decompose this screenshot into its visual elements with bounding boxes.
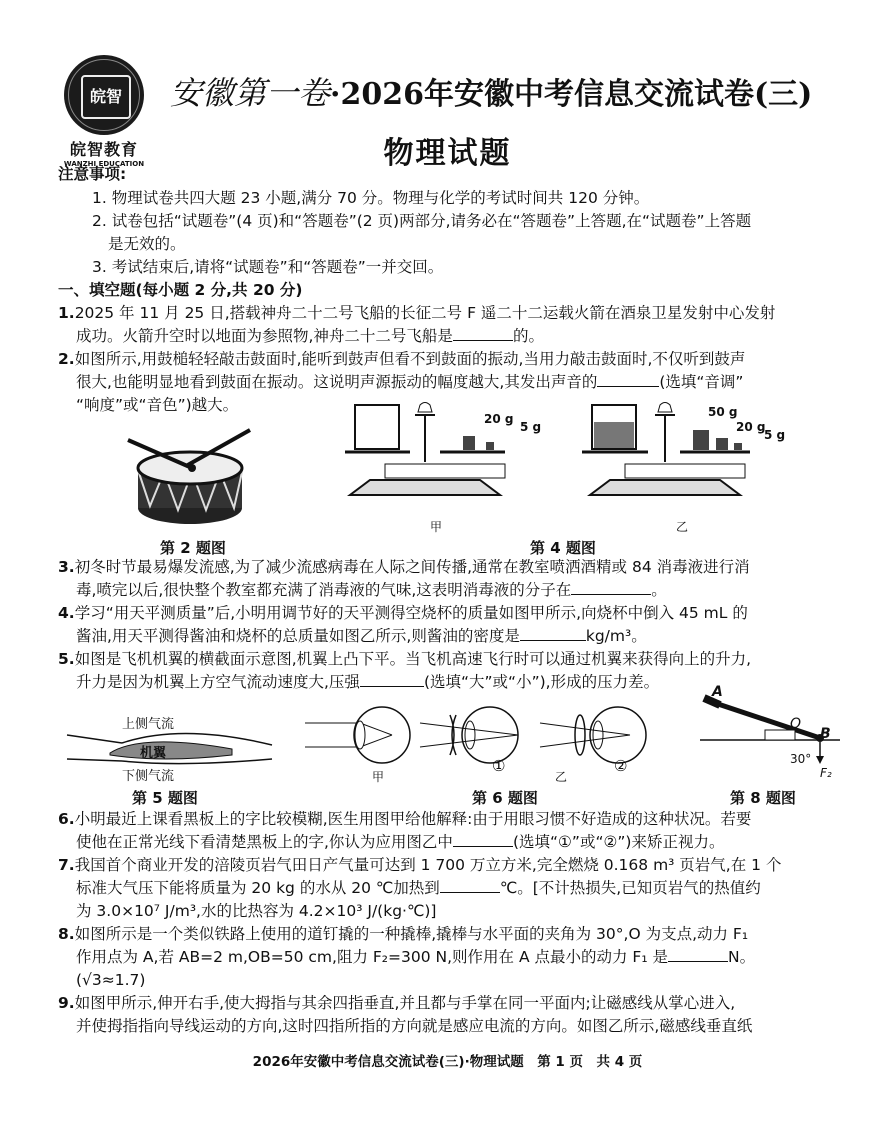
question-8-line3: (√3≈1.7) — [76, 971, 146, 989]
question-2-line2: 很大,也能明显地看到鼓面在振动。这说明声源振动的幅度越大,其发出声音的 (选填“音调” — [76, 373, 744, 391]
answer-blank-7[interactable] — [440, 877, 500, 893]
option-2-label: ② — [614, 757, 628, 775]
page-subtitle: 物理试题 — [383, 136, 512, 171]
question-2: 2.如图所示,用鼓槌轻轻敲击鼓面时,能听到鼓声但看不到鼓面的振动,当用力敲击鼓面时,不仅听到鼓声 — [58, 350, 746, 368]
logo-name: 皖智教育 — [69, 140, 138, 159]
question-5: 5.如图是飞机机翼的横截面示意图,机翼上凸下平。当飞机高速飞行时可以通过机翼来获得向上的升力, — [58, 650, 752, 668]
force-f2-label: F₂ — [820, 766, 832, 780]
answer-blank-5[interactable] — [360, 671, 424, 687]
question-3-line2: 毒,喷完以后,很快整个教室都充满了消毒液的气味,这表明消毒液的分子在 。 — [76, 581, 667, 599]
weight-5g-a: 5 g — [520, 420, 542, 434]
title-brand: 安徽第一卷 — [170, 74, 331, 112]
logo-emblem: 皖智 — [64, 55, 144, 135]
notice-item-3: 3. 考试结束后,请将“试题卷”和“答题卷”一并交回。 — [92, 258, 444, 276]
answer-blank-2[interactable] — [597, 371, 659, 387]
question-5-line2: 升力是因为机翼上方空气流动速度大,压强 (选填“大”或“小”),形成的压力差。 — [76, 673, 660, 691]
option-1-label: ① — [492, 757, 506, 775]
title-text: ·2026年安徽中考信息交流试卷(三) — [330, 77, 813, 112]
logo-en: WANZHI EDUCATION — [63, 160, 145, 168]
weight-50g-b: 50 g — [708, 405, 738, 419]
notice-item-2: 2. 试卷包括“试题卷”(4 页)和“答题卷”(2 页)两部分,请务必在“答题卷”上答题,在“试题卷”上答题 — [92, 212, 752, 230]
figure-6-caption: 第 6 题图 — [472, 789, 538, 807]
notice-item-2-cont: 是无效的。 — [108, 235, 186, 253]
question-2-line3: “响度”或“音色”)越大。 — [76, 396, 239, 414]
question-4: 4.学习“用天平测质量”后,小明用调节好的天平测得空烧杯的质量如图甲所示,向烧杯中倒入 45 mL 的 — [58, 604, 748, 622]
question-3: 3.初冬时节最易爆发流感,为了减少流感病毒在人际之间传播,通常在教室喷洒酒精或 84 消毒液进行消 — [58, 558, 750, 576]
question-6-line2: 使他在正常光线下看清楚黑板上的字,你认为应用图乙中 (选填“①”或“②”)来矫正视力。 — [76, 833, 725, 851]
notice-heading: 注意事项: — [58, 165, 127, 183]
question-4-line2: 酱油,用天平测得酱油和烧杯的总质量如图乙所示,则酱油的密度是 kg/m³。 — [76, 627, 647, 645]
notice-item-1: 1. 物理试卷共四大题 23 小题,满分 70 分。物理与化学的考试时间共 120 分钟。 — [92, 189, 650, 207]
answer-blank-4[interactable] — [520, 625, 586, 641]
section-heading: 一、填空题(每小题 2 分,共 20 分) — [58, 281, 303, 299]
answer-blank-6[interactable] — [453, 831, 513, 847]
label-jia-fig6: 甲 — [372, 770, 385, 784]
answer-blank-8[interactable] — [668, 946, 728, 962]
question-7-line2: 标准大气压下能将质量为 20 kg 的水从 20 ℃加热到 ℃。[不计热损失,已知页岩气的热值约 — [76, 879, 761, 897]
upper-flow-label: 上侧气流 — [122, 717, 175, 732]
point-o-label: O — [790, 716, 802, 732]
figure-8-caption: 第 8 题图 — [730, 789, 796, 807]
figure-2-caption: 第 2 题图 — [160, 539, 226, 557]
question-7-line3: 为 3.0×10⁷ J/m³,水的比热容为 4.2×10³ J/(kg·℃)] — [76, 902, 437, 920]
answer-blank-3[interactable] — [571, 579, 651, 595]
answer-blank-1[interactable] — [453, 325, 513, 341]
figure-4-caption: 第 4 题图 — [530, 539, 596, 557]
wing-label: 机翼 — [140, 746, 167, 761]
question-9: 9.如图甲所示,伸开右手,使大拇指与其余四指垂直,并且都与手掌在同一平面内;让磁感线从掌心进入, — [58, 994, 736, 1012]
question-1-line2: 成功。火箭升空时以地面为参照物,神舟二十二号飞船是 的。 — [76, 327, 544, 345]
question-8-line2: 作用点为 A,若 AB=2 m,OB=50 cm,阻力 F₂=300 N,则作用在 A 点最小的动力 F₁ 是 N。 — [76, 948, 756, 966]
weight-20g-a: 20 g — [484, 412, 514, 426]
page-footer: 2026年安徽中考信息交流试卷(三)·物理试题 第 1 页 共 4 页 — [252, 1054, 643, 1070]
label-yi-fig4: 乙 — [676, 520, 689, 534]
question-8: 8.如图所示是一个类似铁路上使用的道钉撬的一种撬棒,撬棒与水平面的夹角为 30°,O 为支点,动力 F₁ — [58, 925, 749, 943]
angle-label: 30° — [790, 752, 812, 766]
weight-5g-b: 5 g — [764, 428, 786, 442]
drum-figure — [120, 420, 270, 530]
point-a-label: A — [712, 684, 723, 700]
question-7: 7.我国首个商业开发的涪陵页岩气田日产气量可达到 1 700 万立方米,完全燃烧 0.168 m³ 页岩气,在 1 个 — [58, 856, 782, 874]
figure-5-caption: 第 5 题图 — [132, 789, 198, 807]
weight-20g-b: 20 g — [736, 420, 766, 434]
eye-figure — [300, 705, 660, 767]
point-b-label: B — [820, 726, 831, 742]
question-9-line2: 并使拇指指向导线运动的方向,这时四指所指的方向就是感应电流的方向。如图乙所示,磁感线垂直纸 — [76, 1017, 753, 1035]
question-1: 1.2025 年 11 月 25 日,搭载神舟二十二号飞船的长征二号 F 遥二十二运载火箭在酒泉卫星发射中心发射 — [58, 304, 776, 322]
label-yi-fig6: 乙 — [555, 770, 568, 784]
lower-flow-label: 下侧气流 — [122, 769, 175, 784]
label-jia-fig4: 甲 — [430, 520, 443, 534]
page-title — [170, 68, 812, 114]
question-6: 6.小明最近上课看黑板上的字比较模糊,医生用图甲给他解释:由于用眼习惯不好造成的这种状况。若要 — [58, 810, 752, 828]
